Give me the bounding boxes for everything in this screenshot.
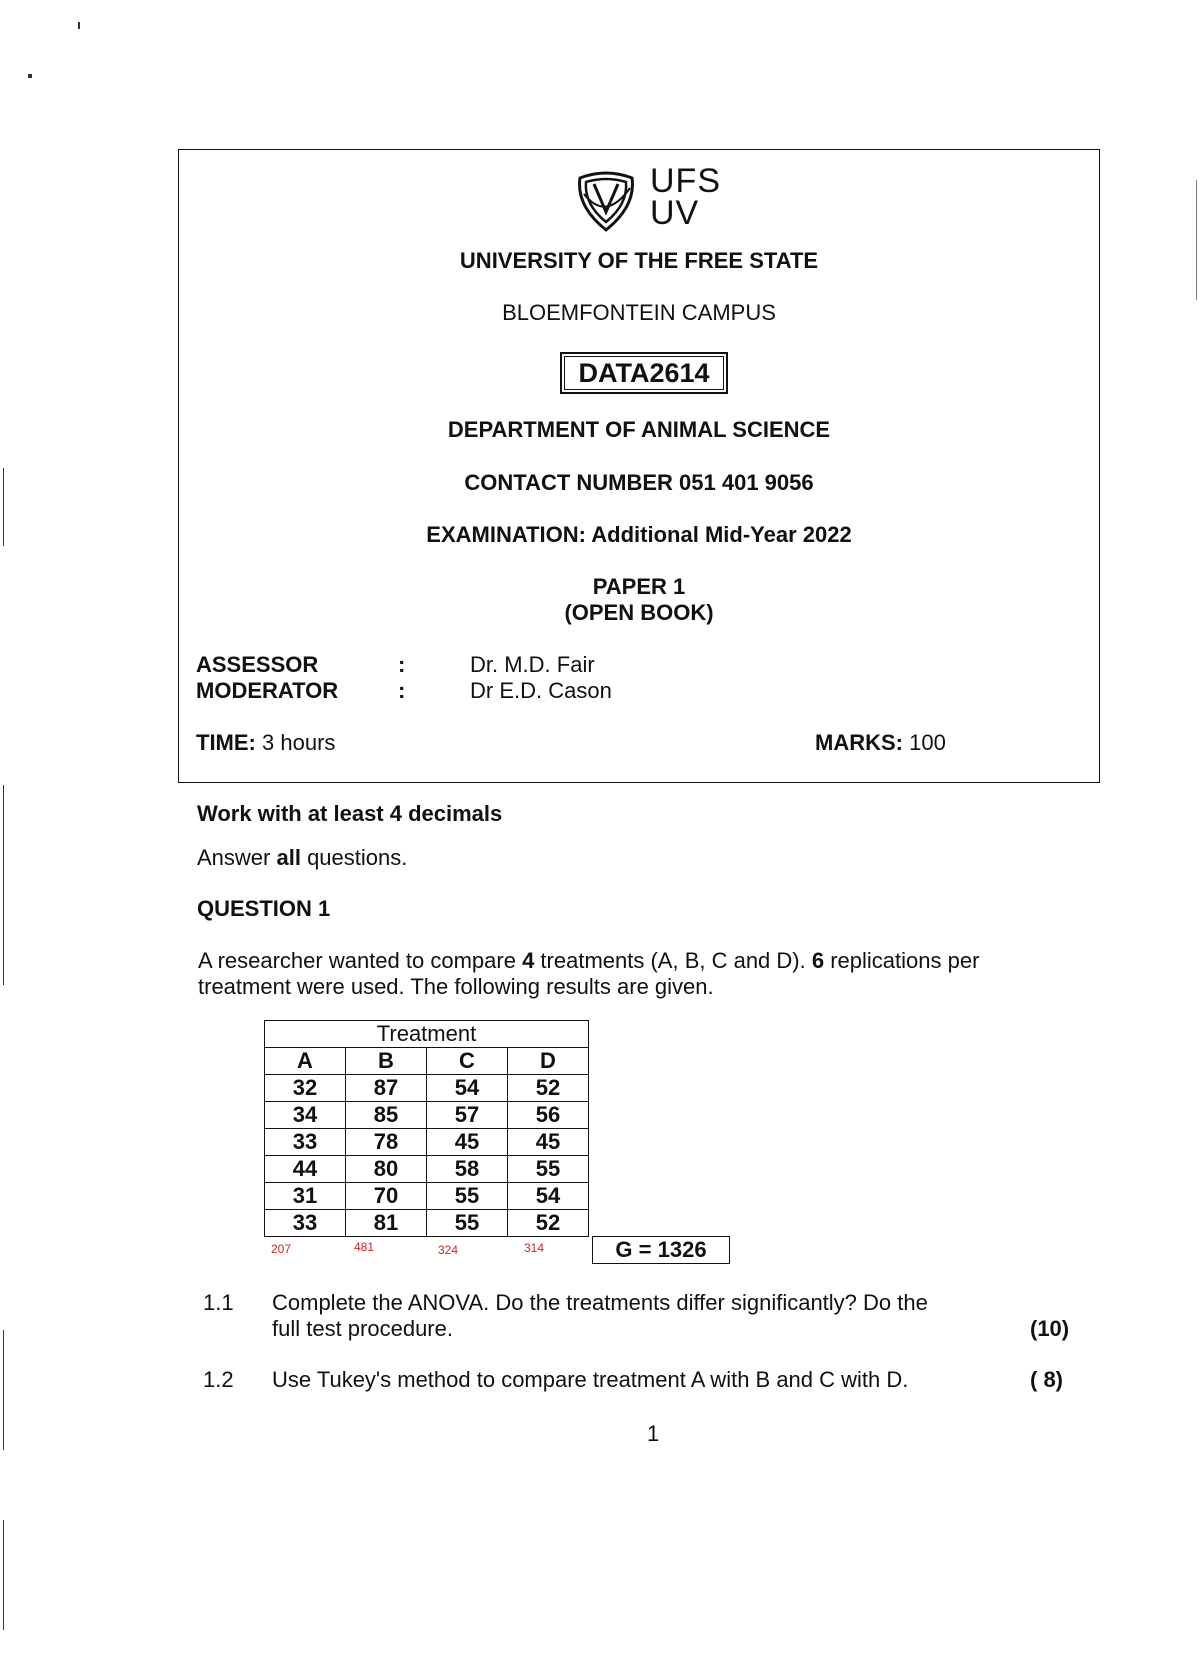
intro-text: replications per [824,948,980,973]
margin-line [3,1330,4,1450]
column-header: B [346,1048,427,1075]
table-cell: 55 [508,1156,589,1183]
time-line [196,730,335,756]
marks-line [815,730,946,756]
scan-mark [28,74,32,78]
assessor-colon: : [398,652,406,677]
department-name: DEPARTMENT OF ANIMAL SCIENCE [447,417,831,442]
table-cell: 52 [508,1210,589,1237]
table-cell: 81 [346,1210,427,1237]
marks-label: MARKS: [815,730,903,755]
decimals-instruction: Work with at least 4 decimals [197,801,503,826]
university-name: UNIVERSITY OF THE FREE STATE [459,248,819,273]
table-cell: 70 [346,1183,427,1210]
table-cell: 80 [346,1156,427,1183]
paper-type: (OPEN BOOK) [564,600,714,625]
answer-post: questions. [300,845,408,870]
table-cell: 54 [427,1075,508,1102]
part-number: 1.1 [203,1290,234,1315]
answer-pre: Answer [197,845,277,870]
column-total-c: 324 [438,1243,459,1257]
page-number: 1 [647,1421,660,1446]
margin-line [1196,180,1197,300]
table-row [265,1210,589,1237]
exam-label: EXAMINATION: [426,522,586,547]
table-title: Treatment [265,1021,589,1048]
question-title: QUESTION 1 [197,896,331,921]
logo-text-ufs: UFS [650,162,721,200]
table-cell: 33 [265,1129,346,1156]
margin-line [3,785,4,985]
table-cell: 52 [508,1075,589,1102]
table-cell: 34 [265,1102,346,1129]
part-marks: (10) [1030,1316,1070,1341]
column-total-d: 314 [524,1241,545,1255]
margin-line [3,468,4,546]
answer-instruction [197,845,407,871]
intro-bold-replications: 6 [811,948,825,973]
table-cell: 45 [508,1129,589,1156]
paper-number: PAPER 1 [592,574,686,599]
answer-bold: all [276,845,301,870]
moderator-value: Dr E.D. Cason [470,678,612,703]
intro-bold-treatments: 4 [522,948,535,973]
ufs-shield-icon [570,164,642,236]
column-total-b: 481 [354,1240,375,1254]
table-cell: 54 [508,1183,589,1210]
ufs-logo [570,164,740,236]
table-header-row [265,1048,589,1075]
table-cell: 45 [427,1129,508,1156]
contact-number: CONTACT NUMBER 051 401 9056 [464,470,814,495]
table-row [265,1183,589,1210]
moderator-colon: : [398,678,406,703]
table-cell: 55 [427,1183,508,1210]
exam-value: Additional Mid-Year 2022 [591,522,852,547]
table-cell: 31 [265,1183,346,1210]
table-cell: 57 [427,1102,508,1129]
part-text-line2: full test procedure. [272,1316,453,1341]
part-number: 1.2 [203,1367,234,1392]
question-intro-line1 [198,948,1098,974]
treatment-table [264,1020,589,1237]
table-cell: 33 [265,1210,346,1237]
intro-text: A researcher wanted to compare [198,948,523,973]
column-header: C [427,1048,508,1075]
table-cell: 44 [265,1156,346,1183]
logo-text-uv: UV [650,194,700,232]
table-cell: 58 [427,1156,508,1183]
margin-line [3,1520,4,1630]
table-row [265,1156,589,1183]
assessor-value: Dr. M.D. Fair [470,652,595,677]
table-row [265,1129,589,1156]
table-cell: 78 [346,1129,427,1156]
column-header: A [265,1048,346,1075]
table-cell: 85 [346,1102,427,1129]
part-marks: ( 8) [1030,1367,1063,1392]
table-title-row [265,1021,589,1048]
assessor-label: ASSESSOR [196,652,319,677]
moderator-label: MODERATOR [196,678,339,703]
table-cell: 32 [265,1075,346,1102]
exam-line [179,522,1099,548]
table-row [265,1075,589,1102]
table-cell: 56 [508,1102,589,1129]
question-intro-line2: treatment were used. The following results are given. [198,974,714,999]
table-cell: 55 [427,1210,508,1237]
grand-total: G = 1326 [592,1236,730,1264]
intro-text: treatments (A, B, C and D). [534,948,812,973]
part-text-line1: Use Tukey's method to compare treatment A with B and C with D. [272,1367,909,1392]
time-value: 3 hours [262,730,336,755]
column-total-a: 207 [271,1242,292,1256]
column-header: D [508,1048,589,1075]
scan-mark [78,22,85,29]
part-text-line1: Complete the ANOVA. Do the treatments differ significantly? Do the [272,1290,928,1315]
course-code: DATA2614 [560,352,728,394]
table-cell: 87 [346,1075,427,1102]
time-label: TIME: [196,730,256,755]
campus-name: BLOEMFONTEIN CAMPUS [502,300,776,325]
marks-value: 100 [909,730,946,755]
table-row [265,1102,589,1129]
